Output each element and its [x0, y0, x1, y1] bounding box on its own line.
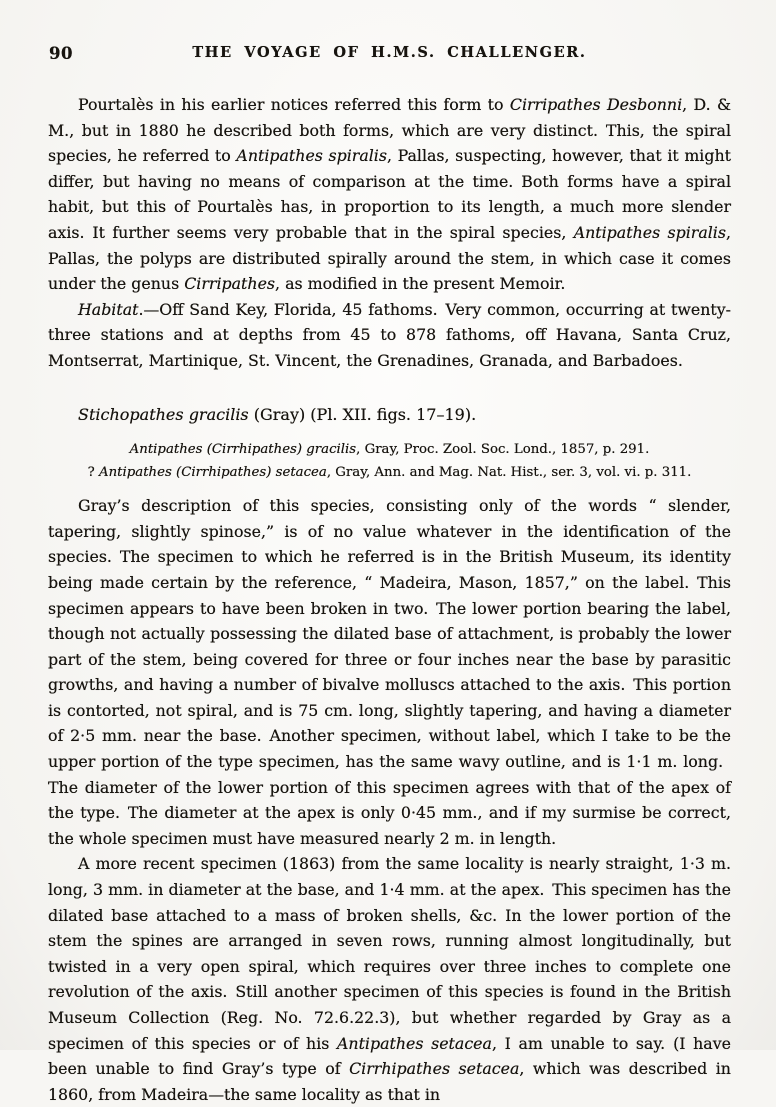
text-run: ? — [87, 464, 99, 480]
text-run: , as modified in the present Memoir. — [275, 274, 566, 294]
taxon-name: Antipathes setacea — [337, 1033, 492, 1053]
page-header — [48, 44, 731, 66]
taxon-name: Antipathes (Cirrhipathes) setacea — [99, 464, 327, 480]
taxon-name: Antipathes spiralis — [236, 146, 387, 166]
synonymy-citation-2 — [48, 462, 731, 485]
recent-specimen-paragraph — [48, 851, 731, 1107]
habitat-paragraph — [48, 297, 731, 374]
running-title: THE VOYAGE OF H.M.S. CHALLENGER. — [192, 44, 587, 61]
text-run: , D. & M., but in 1880 he described both forms, which are very distinct. This, the spiral species, he referred to — [48, 95, 732, 166]
page-number: 90 — [49, 44, 73, 63]
text-run: , which was described in 1860, from Madeira—the same locality as that in — [48, 1059, 731, 1104]
taxon-name: Habitat — [78, 299, 139, 319]
taxon-name: Cirripathes — [184, 274, 276, 294]
text-run: .—Off Sand Key, Florida, 45 fathoms. Very common, occurring at twenty-three stations and at depths from 45 to 878 fathoms, off Havana, Santa Cruz, Montserrat, Martinique, St. Vincent, the Grenadines, Granada, and Barbadoes. — [48, 299, 731, 370]
page-body — [48, 92, 731, 1107]
taxon-name: Stichopathes gracilis — [78, 404, 249, 424]
species-heading — [48, 402, 731, 428]
text-run: Gray’s description of this species, consisting only of the words “ slender, tapering, slightly spinose,” is of no value whatever in the identification of the species. The specimen to which he referred is in the British Museum, its identity being made certain by the reference, “ Madeira, Mason, 1857,” on the label. This specimen appears to have been broken in two. The lower portion bearing the label, though not actually possessing the dilated base of attachment, is probably the lower part of the stem, being covered for three or four inches near the base by parasitic growths, and having a number of bivalve molluscs attached to the axis. This portion is contorted, not spiral, and is 75 cm. long, slightly tapering, and having a diameter of 2·5 mm. near the base. Another specimen, without label, which I take to be the upper portion of the type specimen, has the same wavy outline, and is 1·1 m. long. The diameter of the lower portion of this specimen agrees with that of the apex of the type. The diameter at the apex is only 0·45 mm., and if my surmise be correct, the whole specimen must have measured nearly 2 m. in length. — [48, 496, 731, 848]
synonymy-citation-1 — [48, 439, 731, 462]
description-paragraph — [48, 493, 731, 851]
text-run: , Pallas, the polyps are distributed spirally around the stem, in which case it comes under the genus — [48, 222, 731, 294]
intro-paragraph — [48, 92, 731, 297]
taxon-name: Cirrhipathes setacea — [349, 1059, 520, 1079]
text-run: , Pallas, suspecting, however, that it might differ, but having no means of comparison at the time. Both forms have a spiral habit, but this of Pourtalès has, in proportion to its length, a much more slender axis. It further seems very probable that in the spiral species, — [48, 146, 731, 242]
text-run: A more recent specimen (1863) from the same locality is nearly straight, 1·3 m. long, 3 mm. in diameter at the base, and 1·4 mm. at the apex. This specimen has the dilated base attached to a mass of broken shells, &c. In the lower portion of the stem the spines are arranged in seven rows, running almost longitudinally, but twisted in a very open spiral, which requires over three inches to complete one revolution of the axis. Still another specimen of this species is found in the British Museum Collection (Reg. No. 72.6.22.3), but whether regarded by Gray as a specimen of this species or of his — [48, 854, 731, 1053]
text-run: Pourtalès in his earlier notices referred this form to — [78, 95, 510, 114]
taxon-name: Antipathes (Cirrhipathes) gracilis — [129, 442, 357, 458]
text-run: , I am unable to say. (I have been unable to find Gray’s type of — [48, 1033, 731, 1079]
text-run: , Gray, Proc. Zool. Soc. Lond., 1857, p. 291. — [356, 442, 650, 458]
text-run: , Gray, Ann. and Mag. Nat. Hist., ser. 3, vol. vi. p. 311. — [326, 464, 692, 480]
text-run: (Gray) (Pl. XII. figs. 17–19). — [248, 404, 477, 424]
taxon-name: Cirripathes Desbonni — [509, 95, 683, 114]
taxon-name: Antipathes spiralis — [573, 222, 726, 242]
